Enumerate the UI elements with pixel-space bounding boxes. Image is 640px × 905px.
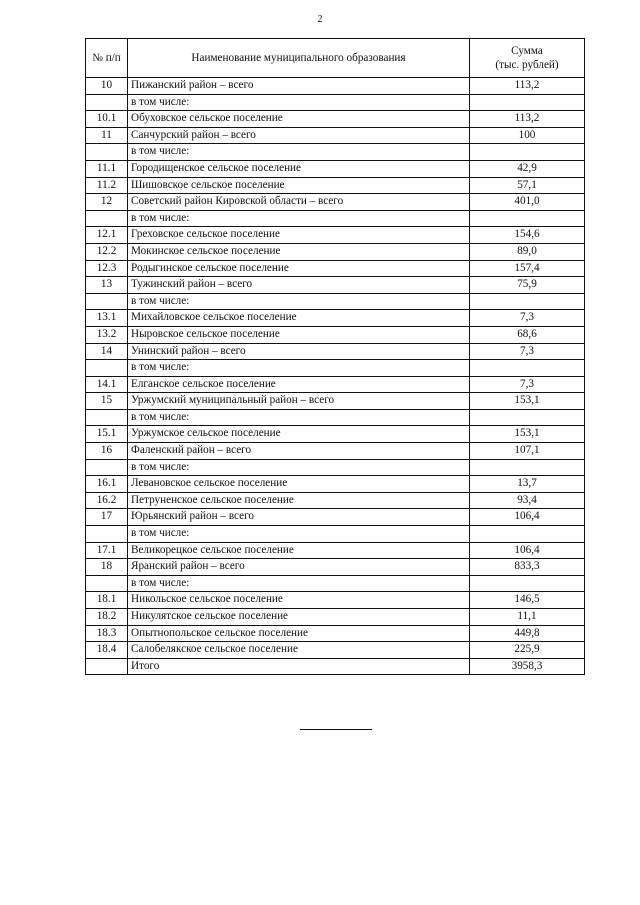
table-row xyxy=(86,160,585,177)
row-sum-cell: 146,5 xyxy=(470,592,585,609)
row-number-cell: 18.3 xyxy=(86,625,128,642)
row-number-cell: 17 xyxy=(86,509,128,526)
row-sum-cell: 68,6 xyxy=(470,326,585,343)
row-number-cell xyxy=(86,409,128,426)
table-row xyxy=(86,310,585,327)
row-name-cell: Никулятское сельское поселение xyxy=(128,609,470,626)
row-number-cell xyxy=(86,210,128,227)
row-name-cell: Тужинский район – всего xyxy=(128,277,470,294)
table-row xyxy=(86,658,585,675)
row-sum-cell xyxy=(470,459,585,476)
row-sum-cell xyxy=(470,575,585,592)
row-sum-cell xyxy=(470,210,585,227)
page-number: 2 xyxy=(317,14,323,25)
row-sum-cell: 153,1 xyxy=(470,426,585,443)
table-row xyxy=(86,409,585,426)
row-name-cell: Великорецкое сельское поселение xyxy=(128,542,470,559)
row-sum-cell: 153,1 xyxy=(470,393,585,410)
row-name-cell: Салобелякское сельское поселение xyxy=(128,642,470,659)
row-name-cell: Ныровское сельское поселение xyxy=(128,326,470,343)
row-number-cell: 14 xyxy=(86,343,128,360)
row-number-cell: 18.4 xyxy=(86,642,128,659)
row-sum-cell: 93,4 xyxy=(470,492,585,509)
row-number-cell xyxy=(86,94,128,111)
table-row xyxy=(86,360,585,377)
table-row xyxy=(86,144,585,161)
row-name-cell: Яранский район – всего xyxy=(128,559,470,576)
row-name-cell: в том числе: xyxy=(128,575,470,592)
table-row xyxy=(86,642,585,659)
row-sum-cell: 42,9 xyxy=(470,160,585,177)
row-sum-cell: 113,2 xyxy=(470,111,585,128)
row-name-cell: Шишовское сельское поселение xyxy=(128,177,470,194)
row-name-cell: в том числе: xyxy=(128,144,470,161)
header-number: № п/п xyxy=(86,39,128,78)
table-row xyxy=(86,78,585,95)
row-name-cell: Михайловское сельское поселение xyxy=(128,310,470,327)
row-number-cell xyxy=(86,459,128,476)
row-sum-cell xyxy=(470,409,585,426)
table-row xyxy=(86,111,585,128)
row-sum-cell: 154,6 xyxy=(470,227,585,244)
row-name-cell: Петруненское сельское поселение xyxy=(128,492,470,509)
row-name-cell: Родыгинское сельское поселение xyxy=(128,260,470,277)
table-body xyxy=(86,78,585,675)
row-name-cell: Итого xyxy=(128,658,470,675)
table-row xyxy=(86,476,585,493)
row-number-cell: 16.1 xyxy=(86,476,128,493)
row-name-cell: Советский район Кировской области – всего xyxy=(128,194,470,211)
table-row xyxy=(86,343,585,360)
row-number-cell: 12.3 xyxy=(86,260,128,277)
table-row xyxy=(86,210,585,227)
header-sum xyxy=(470,39,585,78)
row-number-cell: 11.2 xyxy=(86,177,128,194)
row-sum-cell: 89,0 xyxy=(470,243,585,260)
row-number-cell: 10 xyxy=(86,78,128,95)
row-sum-cell xyxy=(470,293,585,310)
row-name-cell: Санчурский район – всего xyxy=(128,127,470,144)
table-row xyxy=(86,293,585,310)
row-name-cell: Левановское сельское поселение xyxy=(128,476,470,493)
table-row xyxy=(86,609,585,626)
row-sum-cell: 401,0 xyxy=(470,194,585,211)
closing-separator-line xyxy=(300,729,372,730)
row-sum-cell: 7,3 xyxy=(470,376,585,393)
row-number-cell: 10.1 xyxy=(86,111,128,128)
row-name-cell: Фаленский район – всего xyxy=(128,443,470,460)
row-number-cell xyxy=(86,575,128,592)
table-row xyxy=(86,426,585,443)
row-sum-cell xyxy=(470,144,585,161)
row-number-cell xyxy=(86,293,128,310)
row-number-cell xyxy=(86,658,128,675)
row-name-cell: Обуховское сельское поселение xyxy=(128,111,470,128)
row-name-cell: в том числе: xyxy=(128,210,470,227)
row-number-cell: 18 xyxy=(86,559,128,576)
table-row xyxy=(86,459,585,476)
header-sum-unit: (тыс. рублей) xyxy=(495,59,559,71)
row-name-cell: Унинский район – всего xyxy=(128,343,470,360)
table-row xyxy=(86,592,585,609)
row-name-cell: Уржумское сельское поселение xyxy=(128,426,470,443)
table-row xyxy=(86,177,585,194)
row-number-cell: 18.1 xyxy=(86,592,128,609)
row-sum-cell: 3958,3 xyxy=(470,658,585,675)
table-row xyxy=(86,542,585,559)
table-row xyxy=(86,127,585,144)
row-number-cell xyxy=(86,526,128,543)
row-number-cell: 12.2 xyxy=(86,243,128,260)
row-sum-cell: 225,9 xyxy=(470,642,585,659)
row-name-cell: Елганское сельское поселение xyxy=(128,376,470,393)
table-row xyxy=(86,227,585,244)
row-sum-cell xyxy=(470,526,585,543)
row-sum-cell: 7,3 xyxy=(470,343,585,360)
row-name-cell: Юрьянский район – всего xyxy=(128,509,470,526)
table-row xyxy=(86,393,585,410)
table-row xyxy=(86,443,585,460)
row-name-cell: в том числе: xyxy=(128,526,470,543)
row-number-cell xyxy=(86,144,128,161)
row-name-cell: в том числе: xyxy=(128,94,470,111)
table-row xyxy=(86,625,585,642)
row-number-cell: 15 xyxy=(86,393,128,410)
row-number-cell: 16 xyxy=(86,443,128,460)
table-row xyxy=(86,575,585,592)
row-name-cell: Греховское сельское поселение xyxy=(128,227,470,244)
row-name-cell: Городищенское сельское поселение xyxy=(128,160,470,177)
row-sum-cell: 57,1 xyxy=(470,177,585,194)
table-row xyxy=(86,94,585,111)
row-sum-cell: 833,3 xyxy=(470,559,585,576)
row-number-cell: 12.1 xyxy=(86,227,128,244)
row-number-cell: 12 xyxy=(86,194,128,211)
row-number-cell: 11 xyxy=(86,127,128,144)
row-sum-cell: 13,7 xyxy=(470,476,585,493)
row-number-cell: 15.1 xyxy=(86,426,128,443)
row-name-cell: в том числе: xyxy=(128,293,470,310)
row-sum-cell: 7,3 xyxy=(470,310,585,327)
row-number-cell: 13 xyxy=(86,277,128,294)
row-name-cell: в том числе: xyxy=(128,360,470,377)
allocation-table xyxy=(85,38,585,675)
row-name-cell: Опытнопольское сельское поселение xyxy=(128,625,470,642)
row-name-cell: Никольское сельское поселение xyxy=(128,592,470,609)
row-sum-cell: 11,1 xyxy=(470,609,585,626)
row-name-cell: в том числе: xyxy=(128,459,470,476)
row-sum-cell xyxy=(470,360,585,377)
row-sum-cell: 107,1 xyxy=(470,443,585,460)
row-name-cell: в том числе: xyxy=(128,409,470,426)
table-row xyxy=(86,277,585,294)
row-sum-cell: 113,2 xyxy=(470,78,585,95)
table-row xyxy=(86,526,585,543)
table-row xyxy=(86,559,585,576)
row-sum-cell xyxy=(470,94,585,111)
row-number-cell: 18.2 xyxy=(86,609,128,626)
row-sum-cell: 75,9 xyxy=(470,277,585,294)
row-sum-cell: 106,4 xyxy=(470,542,585,559)
row-sum-cell: 106,4 xyxy=(470,509,585,526)
row-sum-cell: 100 xyxy=(470,127,585,144)
table-row xyxy=(86,243,585,260)
row-number-cell: 14.1 xyxy=(86,376,128,393)
row-number-cell: 13.1 xyxy=(86,310,128,327)
row-name-cell: Пижанский район – всего xyxy=(128,78,470,95)
row-name-cell: Мокинское сельское поселение xyxy=(128,243,470,260)
table-row xyxy=(86,492,585,509)
table-row xyxy=(86,260,585,277)
table-row xyxy=(86,326,585,343)
row-number-cell: 13.2 xyxy=(86,326,128,343)
row-number-cell: 17.1 xyxy=(86,542,128,559)
table-header-row xyxy=(86,39,585,78)
row-number-cell: 11.1 xyxy=(86,160,128,177)
row-number-cell xyxy=(86,360,128,377)
table-row xyxy=(86,194,585,211)
header-sum-title: Сумма xyxy=(511,45,543,57)
header-name: Наименование муниципального образования xyxy=(128,39,470,78)
table-row xyxy=(86,376,585,393)
row-sum-cell: 449,8 xyxy=(470,625,585,642)
row-number-cell: 16.2 xyxy=(86,492,128,509)
row-name-cell: Уржумский муниципальный район – всего xyxy=(128,393,470,410)
row-sum-cell: 157,4 xyxy=(470,260,585,277)
table-row xyxy=(86,509,585,526)
